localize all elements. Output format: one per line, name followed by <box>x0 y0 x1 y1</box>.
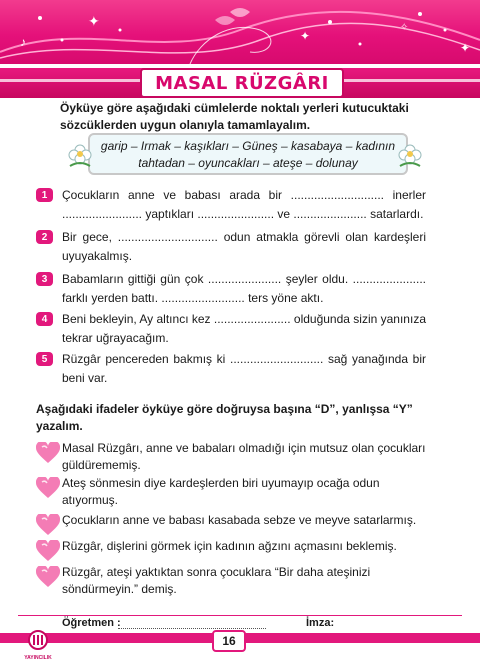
page-title: MASAL RÜZGÂRI <box>155 72 329 94</box>
footer-rule <box>18 615 462 616</box>
true-false-item-4 <box>36 538 426 555</box>
page-number: 16 <box>212 630 246 652</box>
publisher-name: YAYINCILIK <box>24 655 52 661</box>
publisher-logo <box>24 630 52 661</box>
svg-text:✦: ✦ <box>88 13 100 29</box>
true-false-item-1 <box>36 440 426 474</box>
true-false-text: Ateş sönmesin diye kardeşlerden biri uyumayıp ocağa odun atıyormuş. <box>62 476 380 507</box>
word-box-line-2: tahtadan – oyuncakları – ateşe – dolunay <box>138 156 358 170</box>
fill-item-5 <box>36 350 426 388</box>
true-false-text: Rüzgâr, dişlerini görmek için kadının ağzını açmasını beklemiş. <box>62 539 397 553</box>
heart-icon <box>36 477 60 499</box>
true-false-text: Rüzgâr, ateşi yaktıktan sonra çocuklara “Bir daha ateşinizi söndürmeyin.” demiş. <box>62 565 371 596</box>
heart-icon <box>36 540 60 562</box>
section2-instruction: Aşağıdaki ifadeler öyküye göre doğruysa başına “D”, yanlışsa “Y” yazalım. <box>36 402 413 433</box>
flower-icon-left <box>66 140 94 170</box>
header-banner <box>0 0 480 64</box>
svg-text:✦: ✦ <box>460 41 471 55</box>
true-false-item-3 <box>36 512 426 529</box>
word-box <box>88 133 408 175</box>
publisher-logo-icon <box>24 630 52 652</box>
fill-item-text: Beni bekleyin, Ay altıncı kez ....................... olduğunda sizin yanınıza tekrar uğrayacağım. <box>62 312 426 345</box>
svg-text:✧: ✧ <box>400 22 409 33</box>
item-number-badge: 4 <box>36 312 53 326</box>
svg-text:♪: ♪ <box>20 35 26 49</box>
fill-item-1 <box>36 186 426 224</box>
true-false-item-2 <box>36 475 426 509</box>
heart-icon <box>36 442 60 464</box>
fill-item-text: Bir gece, .............................. odun atmakla görevli olan kardeşleri uyuyakalmış. <box>62 230 426 263</box>
true-false-item-5 <box>36 564 426 598</box>
heart-icon <box>36 566 60 588</box>
item-number-badge: 5 <box>36 352 53 366</box>
fill-item-text: Rüzgâr pencereden bakmış ki ............................ sağ yanağında bir beni var. <box>62 352 426 385</box>
fill-item-3 <box>36 270 426 308</box>
fill-item-2 <box>36 228 426 266</box>
heart-icon <box>36 514 60 536</box>
svg-text:✦: ✦ <box>300 29 311 43</box>
fill-item-text: Çocukların anne ve babası arada bir ............................ inerler ........................ yaptıkları ....................... ve ...................... satarlardı. <box>62 188 426 221</box>
item-number-badge: 2 <box>36 230 53 244</box>
fill-item-4 <box>36 310 426 348</box>
title-box <box>140 68 344 98</box>
item-number-badge: 1 <box>36 188 53 202</box>
fill-item-text: Babamların gittiği gün çok ...................... şeyler oldu. ...................... farklı yerden battı. ......................... ters yöne aktı. <box>62 272 426 305</box>
decorative-swirls <box>0 0 480 64</box>
flower-icon-right <box>396 140 424 170</box>
true-false-text: Çocukların anne ve babası kasabada sebze ve meyve satarlarmış. <box>62 513 417 527</box>
word-box-line-1: garip – Irmak – kaşıkları – Güneş – kasabaya – kadının <box>100 139 396 153</box>
item-number-badge: 3 <box>36 272 53 286</box>
true-false-text: Masal Rüzgârı, anne ve babaları olmadığı için mutsuz olan çocukları güldürememiş. <box>62 441 426 472</box>
signature-label: İmza: <box>306 617 335 629</box>
teacher-signature-line <box>118 628 266 629</box>
section1-instruction: Öyküye göre aşağıdaki cümlelerde noktalı yerleri kutucuktaki sözcüklerden uygun olanıyla tamamlayalım. <box>60 101 409 132</box>
teacher-label: Öğretmen : <box>62 617 121 629</box>
